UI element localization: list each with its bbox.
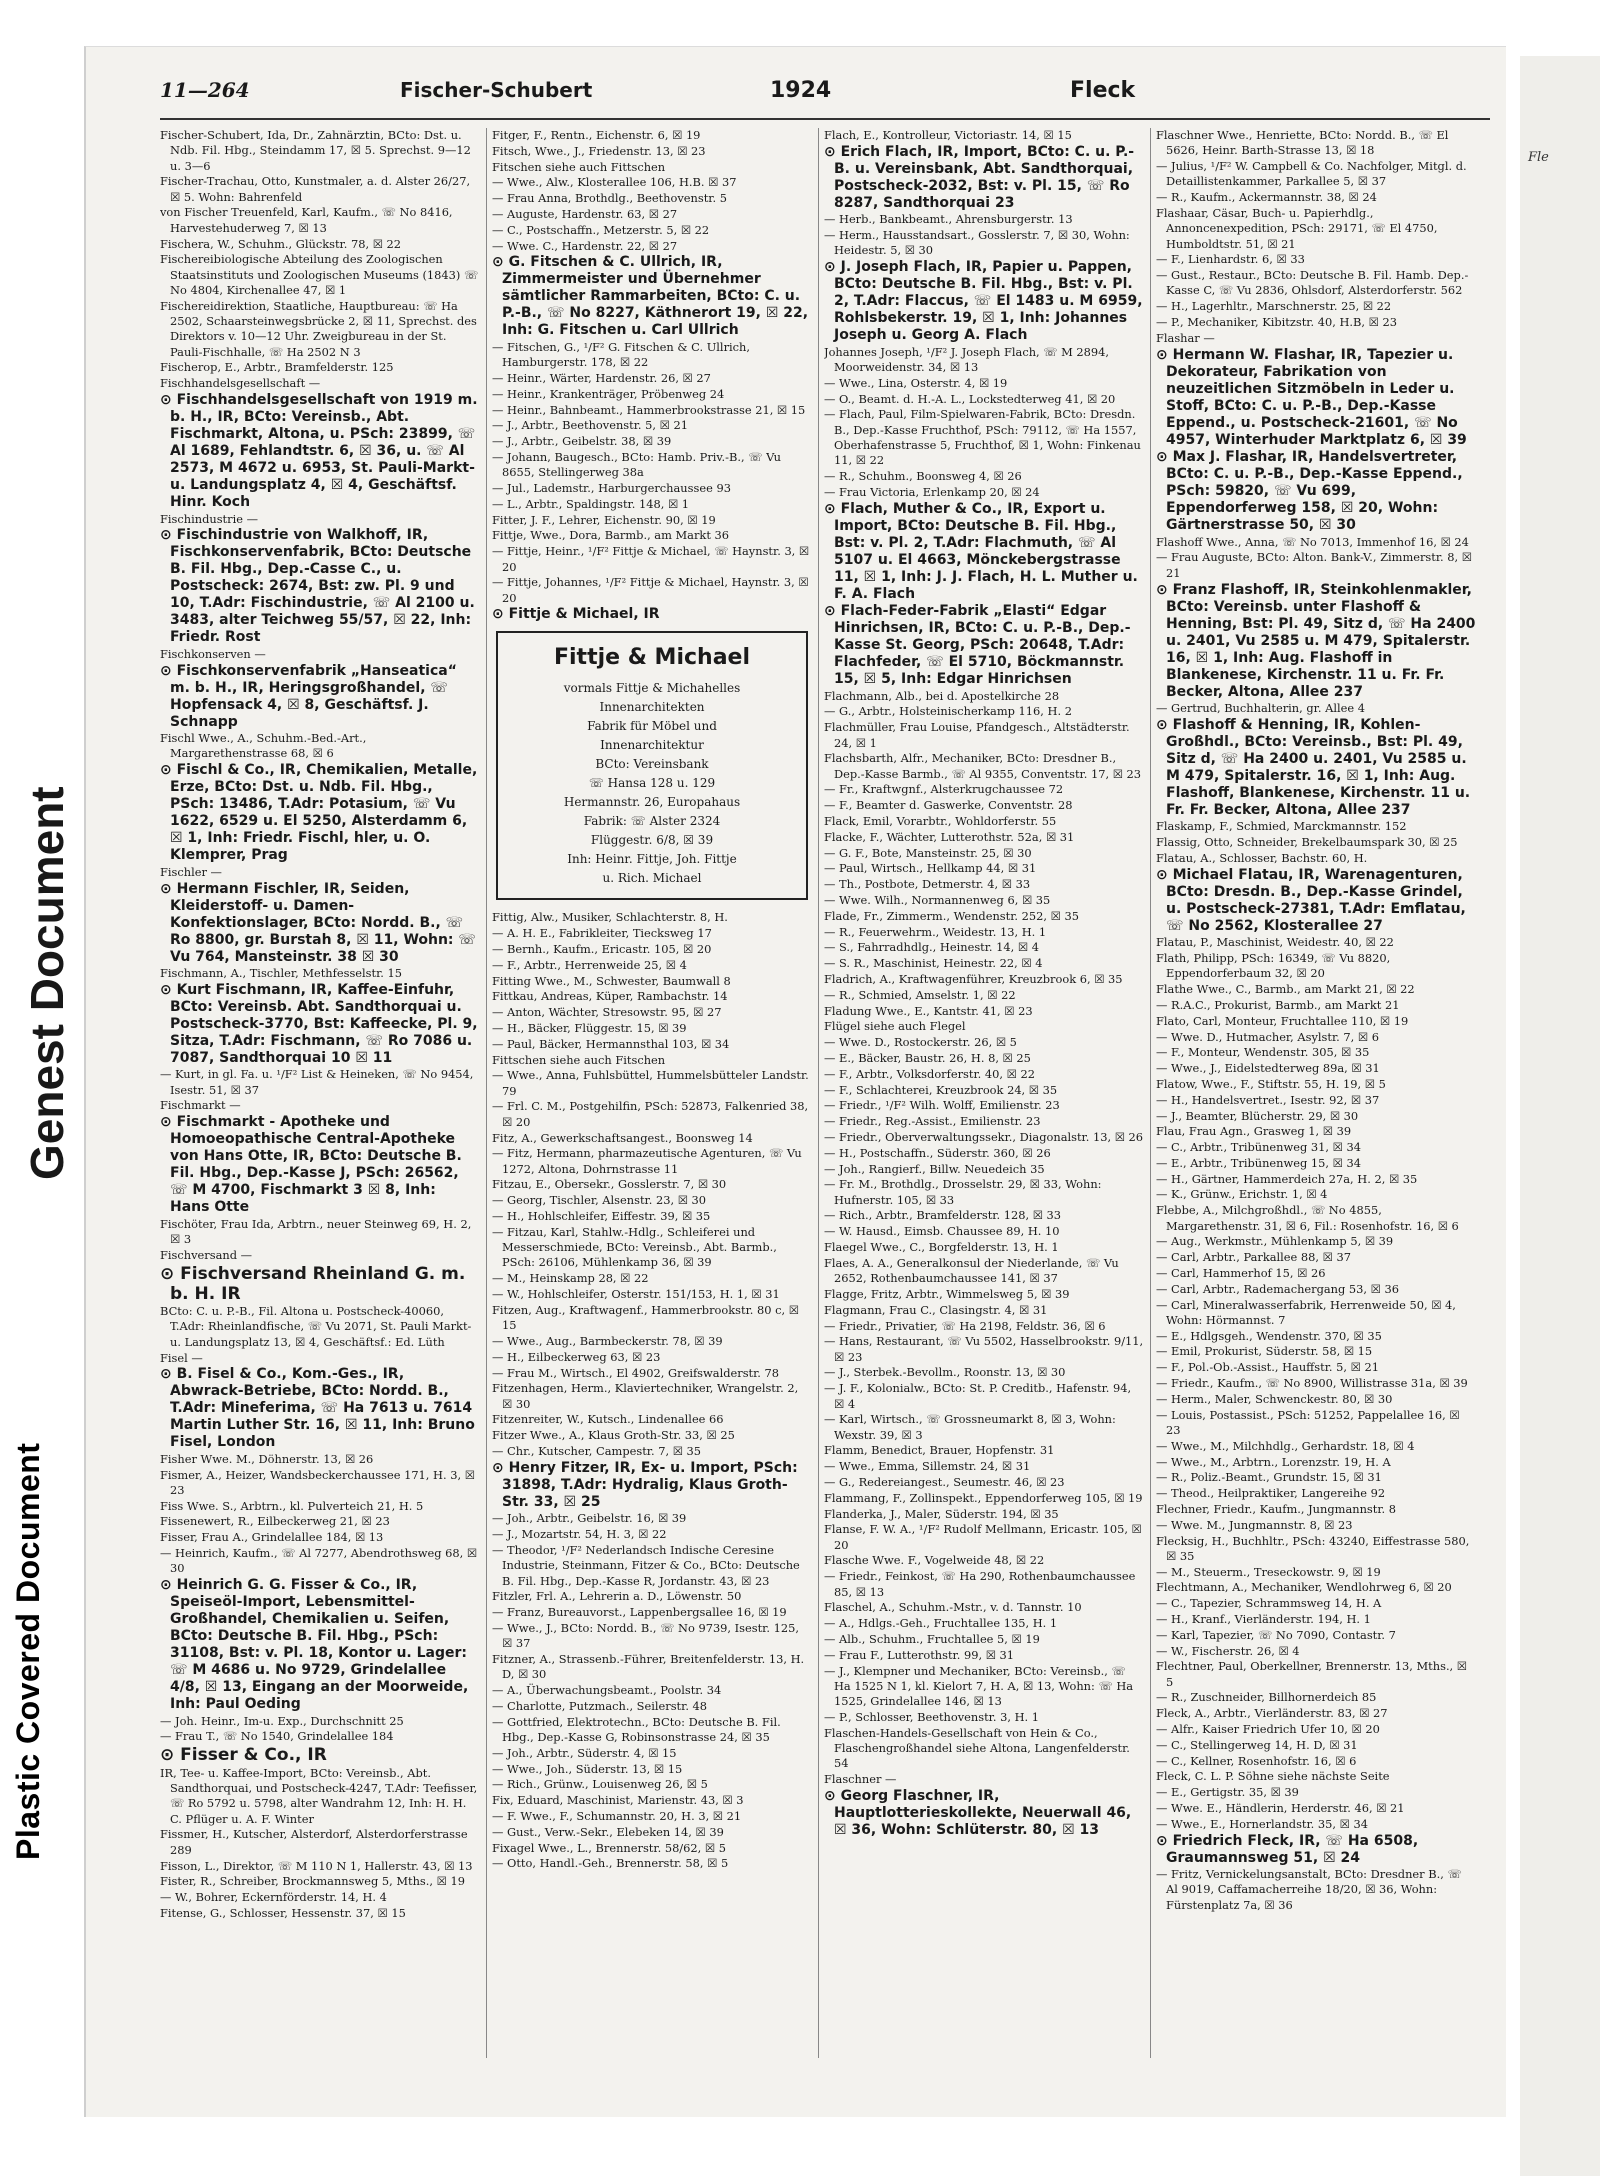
- directory-entry: — Th., Postbote, Detmerstr. 4, ☒ 33: [824, 877, 1031, 892]
- directory-entry: — J., Klempner und Mechaniker, BCto: Vereinsb., ☏ Ha 1525 N 1, kl. Kielort 7, H. A, ☒ 13, Wohn: ☏ Ha 1525, Grindelallee 146, ☒ 13: [824, 1663, 1134, 1709]
- header-rule: [160, 118, 1490, 120]
- directory-entry: — Wwe., Anna, Fuhlsbüttel, Hummelsbütteler Landstr. 79: [492, 1068, 809, 1098]
- directory-entry: Flecksig, H., Buchhltr., PSch: 43240, Eiffestrasse 580, ☒ 35: [1156, 1533, 1470, 1563]
- directory-entry: Fleck, C. L. P. Söhne siehe nächste Seite: [1156, 1769, 1390, 1784]
- directory-entry: — H., Bäcker, Flüggestr. 15, ☒ 39: [492, 1021, 687, 1035]
- column-rule-2: [818, 128, 819, 2058]
- directory-entry: — Anton, Wächter, Stresowstr. 95, ☒ 27: [492, 1005, 722, 1020]
- directory-entry: — C., Kellner, Rosenhofstr. 16, ☒ 6: [1156, 1753, 1357, 1768]
- directory-entry: — K., Grünw., Erichstr. 1, ☒ 4: [1156, 1187, 1328, 1202]
- directory-entry: — Friedr., ¹/F² Wilh. Wolff, Emilienstr. 23: [824, 1098, 1060, 1113]
- directory-entry: — L., Arbtr., Spaldingstr. 148, ☒ 1: [492, 496, 690, 511]
- directory-entry: — Wwe. D., Rostockerstr. 26, ☒ 5: [824, 1035, 1017, 1050]
- directory-entry: — Fr., Kraftwgnf., Alsterkrugchaussee 72: [824, 782, 1064, 797]
- directory-entry: Fischereibiologische Abteilung des Zoologischen Staatsinstituts und Zoologischen Museums (1843) ☏ No 4804, Kirchenallee 47, ☒ 1: [160, 252, 479, 297]
- directory-entry: — Herm., Hausstandsart., Gosslerstr. 7, ☒ 30, Wohn: Heidestr. 5, ☒ 30: [824, 228, 1130, 258]
- directory-entry: Fitzen, Aug., Kraftwagenf., Hammerbrookstr. 80 c, ☒ 15: [492, 1302, 799, 1333]
- directory-entry: — Theodor, ¹/F² Nederlandsch Indische Ceresine Industrie, Steinmann, Fitzer & Co., BCto: Deutsche B. Fil. Hbg., Dep.-Kasse R, Jordanstr. 43, ☒ 23: [492, 1542, 800, 1588]
- directory-entry: Flade, Fr., Zimmerm., Wendenstr. 252, ☒ 35: [824, 908, 1079, 923]
- directory-entry: Flatau, A., Schlosser, Bachstr. 60, H.: [1156, 850, 1368, 865]
- directory-entry: — Joh., Arbtr., Geibelstr. 16, ☒ 39: [492, 1511, 687, 1526]
- directory-entry: Fitzau, E., Obersekr., Gosslerstr. 7, ☒ 30: [492, 1177, 727, 1192]
- directory-entry: — Emil, Prokurist, Süderstr. 58, ☒ 15: [1156, 1344, 1373, 1359]
- directory-entry: — E., Hdlgsgeh., Wendenstr. 370, ☒ 35: [1156, 1328, 1382, 1343]
- directory-entry: — Wwe., E., Hornerlandstr. 35, ☒ 34: [1156, 1816, 1368, 1831]
- directory-entry: — P., Schlosser, Beethovenstr. 3, H. 1: [824, 1709, 1040, 1724]
- directory-entry: — J., Sterbek.-Bevollm., Roonstr. 13, ☒ 30: [824, 1365, 1066, 1380]
- directory-entry: ⊙ Fischhandelsgesellschaft von 1919 m. b. H., IR, BCto: Vereinsb., Abt. Fischmarkt, Altona, u. PSch: 23899, ☏ Al 1689, Fehlandtstr. 6, ☒ 36, u. ☏ Al 2573, M 4672 u. 6953, St. Pauli-Markt- u. Landungsplatz 4, ☒ 4, Geschäftsf. Hinr. Koch: [160, 392, 478, 511]
- directory-entry: Fisher Wwe. M., Döhnerstr. 13, ☒ 26: [160, 1451, 374, 1466]
- directory-entry: — H., Handelsvertret., Isestr. 92, ☒ 37: [1156, 1092, 1380, 1107]
- directory-entry: Fleck, A., Arbtr., Vierländerstr. 83, ☒ 27: [1156, 1706, 1388, 1721]
- directory-entry: — H., Postschaffn., Süderstr. 360, ☒ 26: [824, 1145, 1051, 1160]
- directory-entry: ⊙ Fittje & Michael, IR: [492, 606, 660, 623]
- year: 1924: [770, 78, 832, 103]
- directory-entry: — J., Arbtr., Geibelstr. 38, ☒ 39: [492, 434, 672, 449]
- directory-entry: Flatau, P., Maschinist, Weidestr. 40, ☒ 22: [1156, 935, 1394, 950]
- directory-entry: — M., Steuerm., Treseckowstr. 9, ☒ 19: [1156, 1564, 1381, 1579]
- directory-entry: ⊙ Flashoff & Henning, IR, Kohlen-Großhdl., BCto: Vereinsb., Bst: Pl. 49, Sitz d, ☏ Ha 2400 u. 2401, Vu 2585 u. M 479, Spitalerstr. 16, ☒ 1, Inh: Aug. Flashoff, Blankenese, Kirchenstr. 11 u. Fr. Fr. Becker, Altona, Allee 237: [1156, 716, 1471, 818]
- directory-entry: — F., Pol.-Ob.-Assist., Hauffstr. 5, ☒ 21: [1156, 1360, 1379, 1375]
- ad-line: Innenarchitektur: [600, 738, 704, 753]
- directory-entry: Flügel siehe auch Flegel: [824, 1019, 966, 1034]
- directory-entry: Flanderka, J., Maler, Süderstr. 194, ☒ 35: [824, 1506, 1059, 1521]
- directory-entry: Fischer-Trachau, Otto, Kunstmaler, a. d. Alster 26/27, ☒ 5. Wohn: Bahrenfeld: [160, 174, 471, 204]
- directory-entry: ⊙ Friedrich Fleck, IR, ☏ Ha 6508, Graumannsweg 51, ☒ 24: [1156, 1832, 1419, 1866]
- directory-entry: — Wwe., Lina, Osterstr. 4, ☒ 19: [824, 375, 1008, 390]
- directory-entry: — C., Postschaffn., Metzerstr. 5, ☒ 22: [492, 222, 710, 237]
- directory-entry: Fischmarkt —: [160, 1098, 241, 1113]
- directory-entry: — Carl, Hammerhof 15, ☒ 26: [1156, 1265, 1326, 1280]
- ad-line: Innenarchitekten: [599, 700, 705, 715]
- directory-entry: ⊙ Fischkonservenfabrik „Hanseatica“ m. b. H., IR, Heringsgroßhandel, ☏ Hopfensack 4, ☒ 8, Geschäftsf. J. Schnapp: [160, 662, 457, 730]
- directory-entry: Fitzenhagen, Herm., Klaviertechniker, Wrangelstr. 2, ☒ 30: [492, 1381, 799, 1411]
- directory-entry: — Wwe., J., Eidelstedterweg 89a, ☒ 31: [1156, 1061, 1380, 1076]
- directory-entry: — Friedr., Reg.-Assist., Emilienstr. 23: [824, 1114, 1041, 1129]
- directory-entry: — Aug., Werkmstr., Mühlenkamp 5, ☒ 39: [1156, 1234, 1394, 1249]
- directory-entry: ⊙ Fischindustrie von Walkhoff, IR, Fischkonservenfabrik, BCto: Deutsche B. Fil. Hbg., Dep.-Casse C., u. Postscheck: 2674, Bst: zw. Pl. 9 und 10, T.Adr: Fischindustrie, ☏ Al 2100 u. 3483, alter Teichweg 55/57, ☒ 22, Inh: Friedr. Rost: [160, 527, 475, 646]
- directory-entry: — Flach, Paul, Film-Spielwaren-Fabrik, BCto: Dresdn. B., Dep.-Kasse Fruchthof, PSch: 79112, ☏ Ha 1557, Oberhafenstrasse 5, Fruchthof, ☒ 1, Wohn: Finkenau 11, ☒ 22: [824, 407, 1141, 468]
- next-page-header: Fle: [1528, 150, 1549, 165]
- directory-entry: Flaschel, A., Schuhm.-Mstr., v. d. Tannstr. 10: [824, 1600, 1082, 1615]
- directory-entry: ⊙ Kurt Fischmann, IR, Kaffee-Einfuhr, BCto: Vereinsb. Abt. Sandthorquai u. Postscheck-3770, Bst: Kaffeecke, Pl. 9, Sitza, T.Adr: Fischmann, ☏ Ro 7086 u. 7087, Sandthorquai 10 ☒ 11: [160, 981, 478, 1066]
- directory-entry: — Joh., Rangierf., Billw. Neuedeich 35: [824, 1161, 1045, 1176]
- directory-entry: — C., Tapezier, Schrammsweg 14, H. A: [1156, 1596, 1382, 1611]
- directory-entry: — S., Fahrradhdlg., Heinestr. 14, ☒ 4: [824, 940, 1039, 955]
- directory-entry: — Herb., Bankbeamt., Ahrensburgerstr. 13: [824, 212, 1073, 227]
- directory-entry: — Fr. M., Brothdlg., Drosselstr. 29, ☒ 33, Wohn: Hufnerstr. 105, ☒ 33: [824, 1177, 1102, 1207]
- directory-entry: — G., Redereiangest., Seumestr. 46, ☒ 23: [824, 1475, 1065, 1489]
- directory-entry: — P., Mechaniker, Kibitzstr. 40, H.B, ☒ 23: [1156, 315, 1397, 330]
- directory-entry: — Hans, Restaurant, ☏ Vu 5502, Hasselbrookstr. 9/11, ☒ 23: [824, 1334, 1144, 1364]
- ad-line: ☏ Hansa 128 u. 129: [588, 776, 716, 791]
- directory-entry: — Heinr., Bahnbeamt., Hammerbrookstrasse 21, ☒ 15: [492, 402, 806, 417]
- directory-entry: — H., Hohlschleifer, Eiffestr. 39, ☒ 35: [492, 1209, 711, 1224]
- directory-entry: ⊙ Max J. Flashar, IR, Handelsvertreter, BCto: C. u. P.-B., Dep.-Kasse Eppend., PSch: 59820, ☏ Vu 699, Eppendorferweg 158, ☒ 20, Wohn: Gärtnerstrasse 50, ☒ 30: [1156, 449, 1463, 534]
- directory-entry: ⊙ Fischl & Co., IR, Chemikalien, Metalle, Erze, BCto: Dst. u. Ndb. Fil. Hbg., PSch: 13486, T.Adr: Potasium, ☏ Vu 1622, 6529 u. El 5250, Alsterdamm 6, ☒ 1, Inh: Friedr. Fischl, hler, u. O. Klemprer, Prag: [160, 762, 478, 864]
- directory-entry: ⊙ Fischversand Rheinland G. m. b. H. IR: [160, 1263, 466, 1304]
- directory-entry: ⊙ Flach-Feder-Fabrik „Elasti“ Edgar Hinrichsen, IR, BCto: C. u. P.-B., Dep.-Kasse St. Georg, PSch: 20648, T.Adr: Flachfeder, ☏ El 5710, Böckmannstr. 15, ☒ 5, Inh: Edgar Hinrichsen: [824, 603, 1131, 688]
- directory-entry: Flachsbarth, Alfr., Mechaniker, BCto: Dresdner B., Dep.-Kasse Barmb., ☏ Al 9355, Conventstr. 17, ☒ 23: [824, 751, 1142, 781]
- directory-entry: Flaskamp, F., Schmied, Marckmannstr. 152: [1156, 819, 1407, 834]
- ad-line: u. Rich. Michael: [602, 871, 702, 886]
- directory-entry: Fladrich, A., Kraftwagenführer, Kreuzbrook 6, ☒ 35: [824, 972, 1123, 986]
- directory-entry: — Johann, Baugesch., BCto: Hamb. Priv.-B., ☏ Vu 8655, Stellingerweg 38a: [492, 449, 781, 480]
- directory-entry: Fischera, W., Schuhm., Glückstr. 78, ☒ 22: [160, 236, 402, 251]
- side-label-ghost: Genest Document: [21, 786, 73, 1180]
- directory-entry: Fissenewert, R., Eilbeckerweg 21, ☒ 23: [160, 1514, 390, 1529]
- directory-entry: — Theod., Heilpraktiker, Langereihe 92: [1156, 1486, 1386, 1501]
- directory-entry: ⊙ Fischmarkt - Apotheke und Homoeopathische Central-Apotheke von Hans Otte, IR, BCto: Deutsche B. Fil. Hbg., Dep.-Kasse J, PSch: 26562, ☏ M 4700, Fischmarkt 3 ☒ 8, Inh: Hans Otte: [160, 1114, 462, 1216]
- directory-entry: Fiss Wwe. S., Arbtrn., kl. Pulverteich 21, H. 5: [160, 1498, 424, 1513]
- directory-entry: — M., Heinskamp 28, ☒ 22: [492, 1271, 649, 1286]
- directory-entry: — Fittje, Johannes, ¹/F² Fittje & Michael, Haynstr. 3, ☒ 20: [492, 575, 809, 605]
- directory-entry: Flau, Frau Agn., Grasweg 1, ☒ 39: [1156, 1124, 1352, 1139]
- directory-entry: Fittig, Alw., Musiker, Schlachterstr. 8, H.: [492, 910, 728, 925]
- directory-entry: — H., Gärtner, Hammerdeich 27a, H. 2, ☒ 35: [1156, 1171, 1418, 1186]
- directory-entry: ⊙ Flach, Muther & Co., IR, Export u. Import, BCto: Deutsche B. Fil. Hbg., Bst: v. Pl. 2, T.Adr: Flachmuth, ☏ Al 5107 u. El 4663, Mönckebergstrasse 11, ☒ 1, Inh: J. J. Flach, H. L. Muther u. F. A. Flach: [824, 500, 1138, 602]
- directory-entry: — C., Arbtr., Tribünenweg 31, ☒ 34: [1156, 1140, 1361, 1155]
- directory-entry: — Friedr., Privatier, ☏ Ha 2198, Feldstr. 36, ☒ 6: [824, 1318, 1106, 1333]
- directory-entry: — R., Poliz.-Beamt., Grundstr. 15, ☒ 31: [1156, 1470, 1382, 1485]
- directory-entry: — A., Hdlgs.-Geh., Fruchtallee 135, H. 1: [824, 1616, 1058, 1631]
- directory-entry: — Charlotte, Putzmach., Seilerstr. 48: [492, 1698, 708, 1713]
- directory-entry: Flaegel Wwe., C., Borgfelderstr. 13, H. 1: [824, 1240, 1059, 1255]
- directory-entry: — Frau F., Lutterothstr. 99, ☒ 31: [824, 1647, 1015, 1662]
- directory-entry: Fitzner, A., Strassenb.-Führer, Breitenfelderstr. 13, H. D, ☒ 30: [492, 1651, 805, 1682]
- ad-line: Fabrik für Möbel und: [587, 719, 717, 734]
- directory-entry: Flaes, A. A., Generalkonsul der Niederlande, ☏ Vu 2652, Rothenbaumchaussee 141, ☒ 37: [824, 1255, 1119, 1286]
- directory-entry: — J., Mozartstr. 54, H. 3, ☒ 22: [492, 1527, 667, 1542]
- directory-entry: — Wwe., M., Milchhdlg., Gerhardstr. 18, ☒ 4: [1156, 1438, 1415, 1453]
- column-rule-3: [1150, 128, 1151, 2058]
- page-number: 11—264: [160, 78, 250, 102]
- directory-entry: Flathe Wwe., C., Barmb., am Markt 21, ☒ 22: [1156, 982, 1415, 997]
- directory-entry: Flachmann, Alb., bei d. Apostelkirche 28: [824, 688, 1060, 703]
- directory-entry: Fittschen siehe auch Fitschen: [492, 1052, 666, 1067]
- directory-entry: BCto: C. u. P.-B., Fil. Altona u. Postscheck-40060, T.Adr: Rheinlandfische, ☏ Vu 2071, St. Pauli Markt- u. Landungsplatz 13, ☒ 4, Geschäftsf.: Ed. Lüth: [160, 1304, 472, 1349]
- directory-entry: Fischöter, Frau Ida, Arbtrn., neuer Steinweg 69, H. 2, ☒ 3: [160, 1216, 472, 1247]
- directory-entry: — Karl, Wirtsch., ☏ Grossneumarkt 8, ☒ 3, Wohn: Wexstr. 39, ☒ 3: [824, 1412, 1116, 1442]
- directory-entry: Fischereidirektion, Staatliche, Hauptbureau: ☏ Ha 2502, Schaarsteinwegsbrücke 2, ☒ 11, Sprechst. des Direktors v. 10—12 Uhr. Zweigbureau in der St. Pauli-Fischhalle, ☏ Ha 2502 N 3: [160, 298, 477, 359]
- directory-entry: — Chr., Kutscher, Campestr. 7, ☒ 35: [492, 1444, 702, 1459]
- directory-entry: Flechtner, Paul, Oberkellner, Brennerstr. 13, Mths., ☒ 5: [1156, 1659, 1468, 1689]
- directory-entry: Fissmer, H., Kutscher, Alsterdorf, Alsterdorferstrasse 289: [160, 1827, 468, 1857]
- directory-entry: Fitz, A., Gewerkschaftsangest., Boonsweg 14: [492, 1130, 753, 1145]
- directory-entry: Flamm, Benedict, Brauer, Hopfenstr. 31: [824, 1443, 1055, 1458]
- directory-entry: Fittkau, Andreas, Küper, Rambachstr. 14: [492, 989, 728, 1004]
- directory-entry: Flasche Wwe. F., Vogelweide 48, ☒ 22: [824, 1553, 1045, 1568]
- side-label-text: Plastic Covered Document: [10, 1442, 46, 1860]
- directory-entry: Flashaar, Cäsar, Buch- u. Papierhdlg., Annoncenexpedition, PSch: 29171, ☏ El 4750, Humboldtstr. 51, ☒ 21: [1156, 205, 1438, 251]
- directory-entry: Fisson, L., Direktor, ☏ M 110 N 1, Hallerstr. 43, ☒ 13: [160, 1858, 473, 1873]
- directory-entry: — Georg, Tischler, Alsenstr. 23, ☒ 30: [492, 1193, 707, 1208]
- directory-entry: — S. R., Maschinist, Heinestr. 22, ☒ 4: [824, 956, 1043, 971]
- directory-entry: Fister, R., Schreiber, Brockmannsweg 5, Mths., ☒ 19: [160, 1874, 465, 1889]
- directory-entry: Flashar —: [1156, 330, 1215, 345]
- directory-entry: — Wwe., Alw., Klosterallee 106, H.B. ☒ 37: [492, 175, 737, 190]
- directory-entry: — Karl, Tapezier, ☏ No 7090, Contastr. 7: [1156, 1627, 1396, 1642]
- directory-entry: von Fischer Treuenfeld, Karl, Kaufm., ☏ No 8416, Harvestehuderweg 7, ☒ 13: [160, 205, 453, 235]
- directory-entry: — Gertrud, Buchhalterin, gr. Allee 4: [1156, 701, 1365, 716]
- ad-line: Hermannstr. 26, Europahaus: [563, 795, 741, 810]
- directory-entry: Fischerop, E., Arbtr., Bramfelderstr. 125: [160, 360, 394, 375]
- ad-line: BCto: Vereinsbank: [595, 757, 709, 772]
- directory-entry: Flacke, F., Wächter, Lutterothstr. 52a, ☒ 31: [824, 829, 1075, 844]
- directory-entry: Flato, Carl, Monteur, Fruchtallee 110, ☒ 19: [1156, 1013, 1409, 1028]
- directory-entry: — Otto, Handl.-Geh., Brennerstr. 58, ☒ 5: [492, 1856, 729, 1871]
- directory-entry: — Frau Victoria, Erlenkamp 20, ☒ 24: [824, 484, 1040, 499]
- ad-title: Fittje & Michael: [553, 645, 750, 671]
- directory-entry: — A., Überwachungsbeamt., Poolstr. 34: [492, 1683, 722, 1698]
- range-end: Fleck: [1070, 78, 1136, 103]
- directory-entry: Flack, Emil, Vorarbtr., Wohldorferstr. 55: [824, 814, 1057, 829]
- column-1: [160, 128, 480, 2058]
- directory-entry: ⊙ Hermann Fischler, IR, Seiden, Kleiderstoff- u. Damen-Konfektionslager, BCto: Nordd. B., ☏ Ro 8800, gr. Burstah 8, ☒ 11, Wohn: ☏ Vu 764, Mansteinstr. 38 ☒ 30: [160, 880, 476, 965]
- directory-entry: — Wwe., Emma, Sillemstr. 24, ☒ 31: [824, 1459, 1031, 1474]
- directory-entry: — Fittje, Heinr., ¹/F² Fittje & Michael, ☏ Haynstr. 3, ☒ 20: [492, 544, 810, 574]
- directory-entry: — Kurt, in gl. Fa. u. ¹/F² List & Heineken, ☏ No 9454, Isestr. 51, ☒ 37: [160, 1067, 474, 1097]
- directory-entry: — Heinr., Wärter, Hardenstr. 26, ☒ 27: [492, 370, 711, 385]
- ad-line: Flüggestr. 6/8, ☒ 39: [590, 833, 714, 848]
- directory-entry: Flammang, F., Zollinspekt., Eppendorferweg 105, ☒ 19: [824, 1490, 1143, 1505]
- directory-entry: — Carl, Arbtr., Rademachergang 53, ☒ 36: [1156, 1281, 1399, 1296]
- directory-entry: — Louis, Postassist., PSch: 51252, Pappelallee 16, ☒ 23: [1156, 1407, 1460, 1437]
- directory-entry: Fitense, G., Schlosser, Hessenstr. 37, ☒ 15: [160, 1905, 406, 1920]
- directory-entry: Fischversand —: [160, 1247, 253, 1262]
- directory-entry: — Wwe., J., BCto: Nordd. B., ☏ No 9739, Isestr. 125, ☒ 37: [492, 1620, 799, 1651]
- ad-line: vormals Fittje & Michahelles: [563, 681, 741, 696]
- column-2: [492, 128, 812, 2058]
- directory-entry: — Joh., Arbtr., Süderstr. 4, ☒ 15: [492, 1745, 677, 1760]
- directory-entry: — Wwe., M., Arbtrn., Lorenzstr. 19, H. A: [1156, 1454, 1391, 1469]
- directory-entry: ⊙ Fisser & Co., IR: [160, 1745, 327, 1766]
- directory-entry: — J. F., Kolonialw., BCto: St. P. Creditb., Hafenstr. 94, ☒ 4: [824, 1381, 1132, 1411]
- directory-entry: ⊙ Georg Flaschner, IR, Hauptlotterieskollekte, Neuerwall 46, ☒ 36, Wohn: Schlüterstr. 80, ☒ 13: [824, 1787, 1132, 1838]
- directory-entry: — Heinr., Krankenträger, Pröbenweg 24: [492, 386, 725, 401]
- directory-entry: Flanse, F. W. A., ¹/F² Rudolf Mellmann, Ericastr. 105, ☒ 20: [824, 1522, 1142, 1552]
- directory-entry: — R., Zuschneider, Billhornerdeich 85: [1156, 1690, 1377, 1705]
- directory-entry: — Wwe., Aug., Barmbeckerstr. 78, ☒ 39: [492, 1333, 723, 1348]
- directory-entry: ⊙ J. Joseph Flach, IR, Papier u. Pappen, BCto: Deutsche B. Fil. Hbg., Bst: v. Pl. 2, T.Adr: Flaccus, ☏ El 1483 u. M 6959, Rohlsbekerstr. 19, ☒ 1, Inh: Johannes Joseph u. Georg A. Flach: [824, 259, 1143, 344]
- directory-entry: — Wwe., Joh., Süderstr. 13, ☒ 15: [492, 1761, 683, 1776]
- directory-entry: ⊙ Hermann W. Flashar, IR, Tapezier u. Dekorateur, Fabrikation von neuzeitlichen Sitzmöbeln in Leder u. Stoff, BCto: C. u. P.-B., Dep.-Kasse Eppend., u. Postscheck-21601, ☏ No 4957, Winterhuder Marktplatz 6, ☒ 39: [1156, 346, 1467, 448]
- directory-entry: Fitzenreiter, W., Kutsch., Lindenallee 66: [492, 1412, 724, 1427]
- directory-entry: Fisser, Frau A., Grindelallee 184, ☒ 13: [160, 1530, 384, 1545]
- directory-entry: ⊙ Henry Fitzer, IR, Ex- u. Import, PSch: 31898, T.Adr: Hydralig, Klaus Groth-Str. 33, ☒ 25: [492, 1459, 798, 1510]
- directory-entry: — F. Wwe., F., Schumannstr. 20, H. 3, ☒ 21: [492, 1808, 742, 1823]
- directory-entry: — F., Arbtr., Volksdorferstr. 40, ☒ 22: [824, 1066, 1035, 1081]
- directory-entry: Fixagel Wwe., L., Brennerstr. 58/62, ☒ 5: [492, 1840, 726, 1855]
- directory-entry: Fischindustrie —: [160, 511, 258, 526]
- directory-entry: — W., Hohlschleifer, Osterstr. 151/153, H. 1, ☒ 31: [492, 1287, 780, 1302]
- column-4: [1156, 128, 1476, 2058]
- side-label-strip: [0, 0, 73, 2177]
- directory-entry: Fitschen siehe auch Fittschen: [492, 159, 666, 174]
- directory-entry: — Fitzau, Karl, Stahlw.-Hdlg., Schleiferei und Messerschmiede, BCto: Vereinsb., Abt. Barmb., PSch: 26106, Mühlenkamp 36, ☒ 39: [492, 1224, 777, 1270]
- directory-entry: — Wwe. Wilh., Normannenweg 6, ☒ 35: [824, 893, 1051, 908]
- directory-entry: — Wwe. E., Händlerin, Herderstr. 46, ☒ 21: [1156, 1801, 1405, 1816]
- directory-entry: — Paul, Bäcker, Hermannsthal 103, ☒ 34: [492, 1036, 730, 1051]
- directory-entry: — Fritz, Vernickelungsanstalt, BCto: Dresdner B., ☏ Al 9019, Caffamacherreihe 18/20, ☒ 36, Wohn: Fürstenplatz 7a, ☒ 36: [1156, 1867, 1462, 1912]
- directory-entry: — Heinrich, Kaufm., ☏ Al 7277, Abendrothsweg 68, ☒ 30: [160, 1546, 478, 1576]
- directory-entry: — Frau Auguste, BCto: Alton. Bank-V., Zimmerstr. 8, ☒ 21: [1156, 550, 1472, 580]
- directory-entry: — Paul, Wirtsch., Hellkamp 44, ☒ 31: [824, 861, 1037, 876]
- directory-entry: Flach, E., Kontrolleur, Victoriastr. 14, ☒ 15: [824, 128, 1072, 142]
- range-start: Fischer-Schubert: [400, 78, 593, 102]
- directory-entry: — Friedr., Oberverwaltungssekr., Diagonalstr. 13, ☒ 26: [824, 1129, 1144, 1144]
- directory-entry: Flagmann, Frau C., Clasingstr. 4, ☒ 31: [824, 1302, 1048, 1317]
- next-page-edge: [1520, 56, 1600, 2176]
- directory-entry: Fitsch, Wwe., J., Friedenstr. 13, ☒ 23: [492, 143, 706, 158]
- directory-entry: — W., Bohrer, Eckernförderstr. 14, H. 4: [160, 1890, 387, 1905]
- page-header: [160, 78, 1480, 118]
- directory-entry: — Wwe. M., Jungmannstr. 8, ☒ 23: [1156, 1517, 1353, 1532]
- directory-entry: Fischler —: [160, 864, 222, 879]
- directory-entry: Fischkonserven —: [160, 646, 266, 661]
- directory-entry: Fischmann, A., Tischler, Methfesselstr. 15: [160, 966, 403, 981]
- directory-entry: — Frau Anna, Brothdlg., Beethovenstr. 5: [492, 191, 727, 206]
- directory-entry: Flassig, Otto, Schneider, Brekelbaumspark 30, ☒ 25: [1156, 835, 1458, 850]
- directory-entry: — H., Eilbeckerweg 63, ☒ 23: [492, 1349, 661, 1364]
- directory-entry: Flechner, Friedr., Kaufm., Jungmannstr. 8: [1156, 1501, 1397, 1516]
- directory-entry: — C., Stellingerweg 14, H. D, ☒ 31: [1156, 1737, 1358, 1752]
- directory-entry: — Jul., Lademstr., Harburgerchaussee 93: [492, 481, 731, 496]
- directory-entry: Fitzer Wwe., A., Klaus Groth-Str. 33, ☒ 25: [492, 1428, 735, 1443]
- directory-entry: Fischhandelsgesellschaft —: [160, 376, 321, 391]
- directory-entry: — Herm., Maler, Schwenckestr. 80, ☒ 30: [1156, 1391, 1393, 1406]
- directory-entry: Flechtmann, A., Mechaniker, Wendlohrweg 6, ☒ 20: [1156, 1580, 1452, 1595]
- directory-entry: Fitzler, Frl. A., Lehrerin a. D., Löwenstr. 50: [492, 1589, 742, 1604]
- directory-entry: — Bernh., Kaufm., Ericastr. 105, ☒ 20: [492, 942, 712, 957]
- directory-entry: — Rich., Grünw., Louisenweg 26, ☒ 5: [492, 1777, 708, 1792]
- directory-entry: — F., Beamter d. Gaswerke, Conventstr. 28: [824, 798, 1073, 813]
- directory-entry: — Alb., Schuhm., Fruchtallee 5, ☒ 19: [824, 1631, 1040, 1646]
- directory-entry: Fisel —: [160, 1350, 203, 1365]
- directory-entry: Fitter, J. F., Lehrer, Eichenstr. 90, ☒ 19: [492, 512, 716, 527]
- directory-entry: — J., Arbtr., Beethovenstr. 5, ☒ 21: [492, 418, 688, 433]
- directory-entry: — Gust., Verw.-Sekr., Elebeken 14, ☒ 39: [492, 1824, 724, 1839]
- directory-entry: — Friedr., Feinkost, ☏ Ha 290, Rothenbaumchaussee 85, ☒ 13: [824, 1569, 1136, 1599]
- directory-entry: — J., Beamter, Blücherstr. 29, ☒ 30: [1156, 1108, 1359, 1123]
- directory-entry: — F., Arbtr., Herrenweide 25, ☒ 4: [492, 957, 687, 972]
- directory-entry: Flaschen-Handels-Gesellschaft von Hein & Co., Flaschengroßhandel siehe Altona, Langenfelderstr. 54: [824, 1725, 1130, 1771]
- directory-entry: ⊙ B. Fisel & Co., Kom.-Ges., IR, Abwrack-Betriebe, BCto: Nordd. B., T.Adr: Mineferima, ☏ Ha 7613 u. 7614 Martin Luther Str. 16, ☒ 11, Inh: Bruno Fisel, London: [160, 1366, 475, 1451]
- directory-entry: — H., Kranf., Vierländerstr. 194, H. 1: [1156, 1612, 1371, 1626]
- directory-entry: — Fitz, Hermann, pharmazeutische Agenturen, ☏ Vu 1272, Altona, Dohrnstrasse 11: [492, 1146, 802, 1176]
- directory-entry: — Alfr., Kaiser Friedrich Ufer 10, ☒ 20: [1156, 1722, 1380, 1737]
- directory-entry: — F., Lienhardstr. 6, ☒ 33: [1156, 252, 1305, 267]
- directory-entry: Fladung Wwe., E., Kantstr. 41, ☒ 23: [824, 1003, 1033, 1018]
- directory-entry: ⊙ Franz Flashoff, IR, Steinkohlenmakler, BCto: Vereinsb. unter Flashoff & Henning, Bst: Pl. 49, Sitz d, ☏ Ha 2400 u. 2401, Vu 2585 u. M 479, Spitalerstr. 16, ☒ 1, Inh: Aug. Flashoff in Blankenese, Kirchenstr. 11 u. Fr. Fr. Becker, Altona, Allee 237: [1156, 581, 1476, 700]
- directory-entry: IR, Tee- u. Kaffee-Import, BCto: Vereinsb., Abt. Sandthorquai, und Postscheck-4247, T.Adr: Teefisser, ☏ Ro 5792 u. 5798, alter Wandrahm 12, Inh: H. H. C. Pflüger u. A. F. Winter: [160, 1765, 478, 1826]
- directory-entry: Flath, Philipp, PSch: 16349, ☏ Vu 8820, Eppendorferbaum 32, ☒ 20: [1156, 951, 1391, 981]
- directory-entry: ⊙ Heinrich G. G. Fisser & Co., IR, Speiseöl-Import, Lebensmittel-Großhandel, Chemikalien u. Seifen, BCto: Deutsche B. Fil. Hbg., PSch: 31108, Bst: v. Pl. 18, Kontor u. Lager: ☏ M 4686 u. No 9729, Grindelallee 4/8, ☒ 13, Eingang an der Moorweide, Inh: Paul Oeding: [160, 1577, 469, 1713]
- directory-entry: — W. Hausd., Eimsb. Chaussee 89, H. 10: [824, 1224, 1060, 1239]
- advertisement-box: [496, 631, 808, 900]
- directory-entry: ⊙ Erich Flach, IR, Import, BCto: C. u. P.-B. u. Vereinsbank, Abt. Sandthorquai, Postscheck-2032, Bst: v. Pl. 15, ☏ Ro 8287, Sandthorquai 23: [824, 143, 1135, 211]
- directory-entry: — Frau M., Wirtsch., El 4902, Greifswalderstr. 78: [492, 1365, 780, 1380]
- directory-entry: — Wwe. C., Hardenstr. 22, ☒ 27: [492, 238, 678, 253]
- column-rule-1: [486, 128, 487, 2058]
- directory-entry: — R.A.C., Prokurist, Barmb., am Markt 21: [1156, 997, 1400, 1012]
- directory-entry: Fischer-Schubert, Ida, Dr., Zahnärztin, BCto: Dst. u. Ndb. Fil. Hbg., Steindamm 17, ☒ 5. Sprechst. 9—12 u. 3—6: [160, 128, 471, 173]
- directory-entry: Flaschner Wwe., Henriette, BCto: Nordd. B., ☏ El 5626, Heinr. Barth-Strasse 13, ☒ 18: [1156, 128, 1449, 158]
- ad-line: Fabrik: ☏ Alster 2324: [583, 814, 721, 829]
- directory-entry: — Rich., Arbtr., Bramfelderstr. 128, ☒ 33: [824, 1208, 1062, 1223]
- directory-entry: — Wwe. D., Hutmacher, Asylstr. 7, ☒ 6: [1156, 1029, 1379, 1044]
- directory-entry: — F., Schlachterei, Kreuzbrook 24, ☒ 35: [824, 1082, 1058, 1097]
- directory-entry: Fismer, A., Heizer, Wandsbeckerchaussee 171, H. 3, ☒ 23: [160, 1467, 475, 1497]
- directory-entry: — A. H. E., Fabrikleiter, Tiecksweg 17: [492, 926, 712, 941]
- ad-line: Inh: Heinr. Fittje, Joh. Fittje: [567, 852, 737, 867]
- directory-entry: — W., Fischerstr. 26, ☒ 4: [1156, 1643, 1300, 1658]
- directory-entry: Flagge, Fritz, Arbtr., Wimmelsweg 5, ☒ 39: [824, 1286, 1070, 1301]
- directory-entry: Fitger, F., Rentn., Eichenstr. 6, ☒ 19: [492, 128, 701, 142]
- directory-entry: — Gottfried, Elektrotechn., BCto: Deutsche B. Fil. Hbg., Dep.-Kasse G, Robinsonstrasse 24, ☒ 35: [492, 1714, 781, 1744]
- directory-entry: — G., Arbtr., Holsteinischerkamp 116, H. 2: [824, 704, 1072, 719]
- directory-entry: — Joh. Heinr., Im-u. Exp., Durchschnitt 25: [160, 1713, 404, 1728]
- directory-entry: Fischl Wwe., A., Schuhm.-Bed.-Art., Margarethenstrasse 68, ☒ 6: [160, 731, 367, 761]
- directory-entry: Fitting Wwe., M., Schwester, Baumwall 8: [492, 973, 731, 988]
- directory-entry: — R., Kaufm., Ackermannstr. 38, ☒ 24: [1156, 190, 1377, 205]
- directory-entry: — E., Bäcker, Baustr. 26, H. 8, ☒ 25: [824, 1050, 1031, 1065]
- directory-entry: — Frl. C. M., Postgehilfin, PSch: 52873, Falkenried 38, ☒ 20: [492, 1099, 809, 1129]
- directory-entry: — E., Gertigstr. 35, ☒ 39: [1156, 1785, 1299, 1800]
- directory-entry: — Friedr., Kaufm., ☏ No 8900, Willistrasse 31a, ☒ 39: [1156, 1376, 1468, 1391]
- directory-entry: Fittje, Wwe., Dora, Barmb., am Markt 36: [492, 528, 730, 543]
- directory-entry: ⊙ G. Fitschen & C. Ullrich, IR, Zimmermeister und Übernehmer sämtlicher Rammarbeiten, BCto: C. u. P.-B., ☏ No 8227, Käthnerort 19, ☒ 22, Inh: G. Fitschen u. Carl Ullrich: [492, 254, 809, 339]
- directory-entry: — G. F., Bote, Mansteinstr. 25, ☒ 30: [824, 845, 1032, 860]
- directory-entry: Flaschner —: [824, 1772, 897, 1787]
- directory-entry: — Carl, Arbtr., Parkallee 88, ☒ 37: [1156, 1250, 1351, 1265]
- directory-entry: Flebbe, A., Milchgroßhdl., ☏ No 4855, Margarethenstr. 31, ☒ 6, Fil.: Rosenhofstr. 16, ☒ 6: [1156, 1203, 1459, 1233]
- directory-entry: — Fitschen, G., ¹/F² G. Fitschen & C. Ullrich, Hamburgerstr. 178, ☒ 22: [492, 339, 751, 370]
- directory-entry: — Franz, Bureauvorst., Lappenbergsallee 16, ☒ 19: [492, 1605, 787, 1620]
- directory-entry: — R., Schmied, Amselstr. 1, ☒ 22: [824, 987, 1016, 1002]
- directory-entry: — O., Beamt. d. H.-A. L., Lockstedterweg 41, ☒ 20: [824, 391, 1116, 406]
- directory-entry: — Julius, ¹/F² W. Campbell & Co. Nachfolger, Mitgl. d. Detaillistenkammer, Parkallee 5, ☒ 37: [1156, 159, 1467, 189]
- directory-entry: — F., Monteur, Wendenstr. 305, ☒ 35: [1156, 1045, 1370, 1060]
- directory-entry: Flashoff Wwe., Anna, ☏ No 7013, Immenhof 16, ☒ 24: [1156, 534, 1469, 549]
- directory-entry: Johannes Joseph, ¹/F² J. Joseph Flach, ☏ M 2894, Moorweidenstr. 34, ☒ 13: [824, 344, 1110, 374]
- directory-entry: — E., Arbtr., Tribünenweg 15, ☒ 34: [1156, 1155, 1361, 1170]
- directory-entry: — H., Lagerhltr., Marschnerstr. 25, ☒ 22: [1156, 299, 1392, 314]
- column-3: [824, 128, 1144, 2058]
- directory-entry: — Gust., Restaur., BCto: Deutsche B. Fil. Hamb. Dep.-Kasse C, ☏ Vu 2836, Ohlsdorf, Alsterdorferstr. 562: [1156, 268, 1469, 298]
- directory-entry: — R., Schuhm., Boonsweg 4, ☒ 26: [824, 469, 1022, 484]
- directory-entry: Fix, Eduard, Maschinist, Marienstr. 43, ☒ 3: [492, 1793, 744, 1808]
- directory-entry: — Carl, Mineralwasserfabrik, Herrenweide 50, ☒ 4, Wohn: Hörmannst. 7: [1156, 1297, 1456, 1327]
- directory-entry: — Frau T., ☏ No 1540, Grindelallee 184: [160, 1729, 394, 1744]
- directory-entry: — R., Feuerwehrm., Weidestr. 13, H. 1: [824, 924, 1047, 939]
- directory-entry: — Auguste, Hardenstr. 63, ☒ 27: [492, 206, 678, 221]
- directory-entry: Flatow, Wwe., F., Stiftstr. 55, H. 19, ☒ 5: [1156, 1076, 1386, 1091]
- directory-entry: Flachmüller, Frau Louise, Pfandgesch., Altstädterstr. 24, ☒ 1: [824, 720, 1130, 750]
- directory-entry: ⊙ Michael Flatau, IR, Warenagenturen, BCto: Dresdn. B., Dep.-Kasse Grindel, u. Postscheck-27381, T.Adr: Emflatau, ☏ No 2562, Klosterallee 27: [1156, 866, 1466, 934]
